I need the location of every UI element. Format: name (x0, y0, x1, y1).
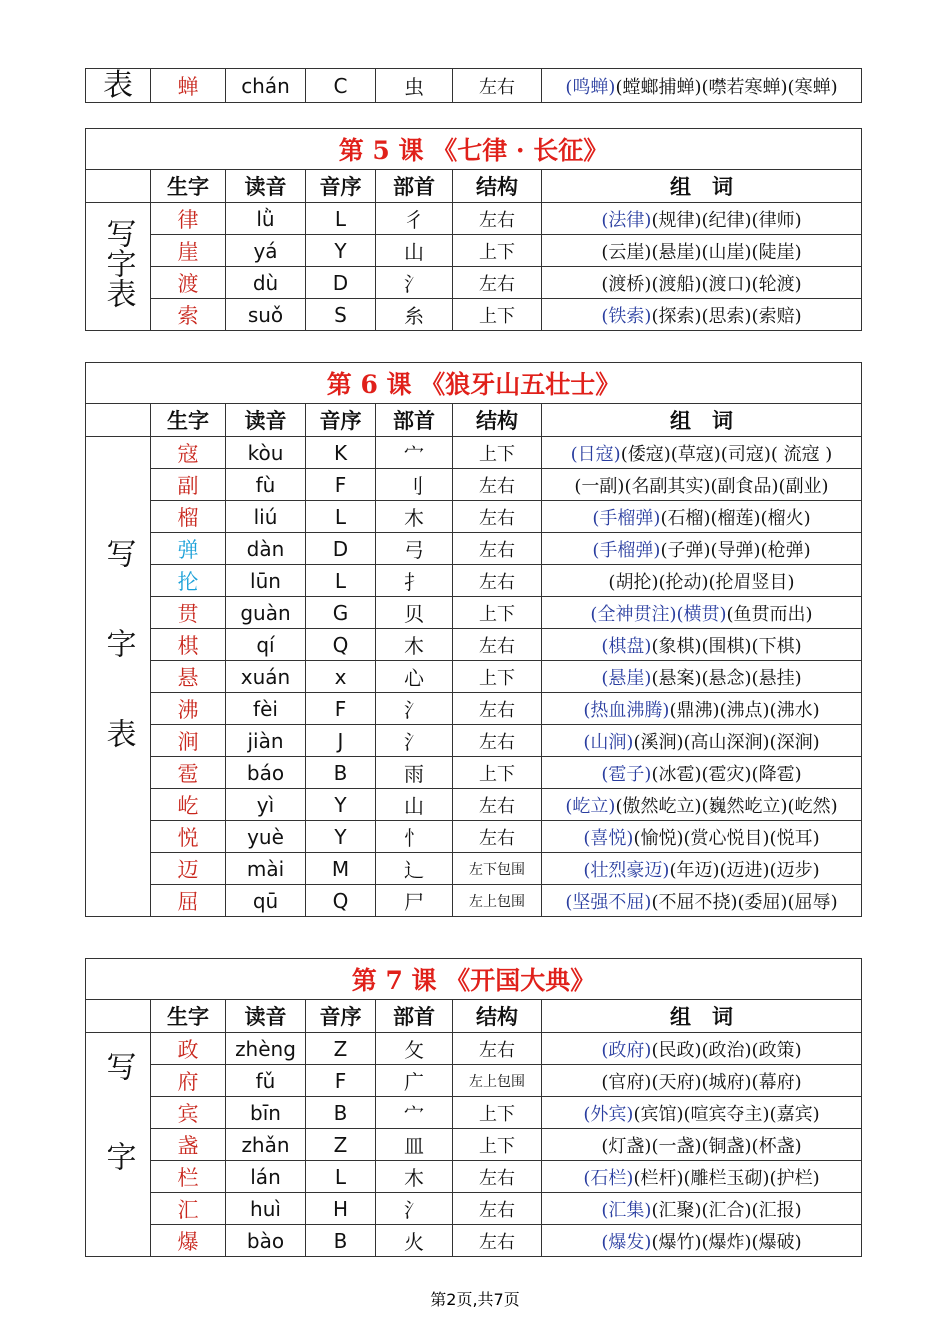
pinyin: chán (226, 69, 306, 103)
character: 渡 (151, 267, 226, 299)
pinyin: guàn (226, 597, 306, 629)
structure: 左上包围 (453, 1065, 542, 1097)
pinyin: zhèng (226, 1033, 306, 1065)
column-header: 组 词 (542, 170, 862, 203)
pinyin: yá (226, 235, 306, 267)
phonetic-order: Q (306, 885, 376, 917)
phonetic-order: Y (306, 821, 376, 853)
other-words: (宾馆)(喧宾夺主)(嘉宾) (633, 1103, 820, 1125)
lesson-table (85, 128, 862, 331)
radical: 刂 (376, 469, 453, 501)
pinyin: fù (226, 469, 306, 501)
structure: 上下 (453, 299, 542, 331)
word-group (542, 885, 862, 917)
phonetic-order: B (306, 1097, 376, 1129)
word-group (542, 1161, 862, 1193)
radical: 心 (376, 661, 453, 693)
other-words: (年迈)(迈进)(迈步) (669, 859, 820, 881)
structure: 左右 (453, 693, 542, 725)
pinyin: kòu (226, 437, 306, 469)
phonetic-order: L (306, 565, 376, 597)
pinyin: yuè (226, 821, 306, 853)
character: 副 (151, 469, 226, 501)
word-group (542, 69, 862, 103)
radical: 广 (376, 1065, 453, 1097)
radical: 氵 (376, 267, 453, 299)
other-words: (胡抡)(抡动)(抡眉竖目) (608, 571, 795, 593)
character: 榴 (151, 501, 226, 533)
character: 寇 (151, 437, 226, 469)
word-group (542, 533, 862, 565)
column-header: 结构 (453, 1000, 542, 1033)
phonetic-order: L (306, 501, 376, 533)
phonetic-order: G (306, 597, 376, 629)
other-words: (不屈不挠)(委屈)(屈辱) (651, 891, 838, 913)
word-group (542, 629, 862, 661)
other-words: (灯盏)(一盏)(铜盏)(杯盏) (601, 1135, 802, 1157)
character: 栏 (151, 1161, 226, 1193)
pinyin: lán (226, 1161, 306, 1193)
phonetic-order: B (306, 1225, 376, 1257)
table-row (86, 1129, 862, 1161)
word-group (542, 1097, 862, 1129)
header-blank (86, 170, 151, 203)
structure: 左右 (453, 203, 542, 235)
column-header: 部首 (376, 1000, 453, 1033)
word-group (542, 693, 862, 725)
radical: 雨 (376, 757, 453, 789)
phonetic-order: D (306, 267, 376, 299)
phonetic-order: H (306, 1193, 376, 1225)
highlighted-words: (石栏) (583, 1167, 634, 1189)
table-row (86, 757, 862, 789)
word-group (542, 469, 862, 501)
structure: 左右 (453, 789, 542, 821)
header-blank (86, 404, 151, 437)
phonetic-order: Z (306, 1033, 376, 1065)
highlighted-words: (手榴弹) (592, 539, 661, 561)
phonetic-order: B (306, 757, 376, 789)
pinyin: liú (226, 501, 306, 533)
structure: 左右 (453, 1161, 542, 1193)
table-row (86, 533, 862, 565)
table-row (86, 629, 862, 661)
character: 盏 (151, 1129, 226, 1161)
radical: 攵 (376, 1033, 453, 1065)
highlighted-words: (喜悦) (583, 827, 634, 849)
table-row (86, 267, 862, 299)
other-words: (冰雹)(雹灾)(降雹) (651, 763, 802, 785)
highlighted-words: (爆发) (601, 1231, 652, 1253)
character: 蝉 (151, 69, 226, 103)
word-group (542, 299, 862, 331)
word-group (542, 1193, 862, 1225)
pinyin: huì (226, 1193, 306, 1225)
radical: 木 (376, 629, 453, 661)
table-row (86, 789, 862, 821)
phonetic-order: Z (306, 1129, 376, 1161)
lesson-title: 第 5 课 《七律 · 长征》 (86, 129, 862, 170)
highlighted-words: (全神贯注)(横贯) (590, 603, 727, 625)
phonetic-order: L (306, 1161, 376, 1193)
character: 屈 (151, 885, 226, 917)
structure: 上下 (453, 235, 542, 267)
table-row (86, 501, 862, 533)
character: 悬 (151, 661, 226, 693)
character: 雹 (151, 757, 226, 789)
phonetic-order: Y (306, 235, 376, 267)
table-row (86, 437, 862, 469)
other-words: (螳螂捕蝉)(噤若寒蝉)(寒蝉) (615, 76, 838, 98)
character: 抡 (151, 565, 226, 597)
lesson-title: 第 7 课 《开国大典》 (86, 959, 862, 1000)
character: 棋 (151, 629, 226, 661)
highlighted-words: (铁索) (601, 305, 652, 327)
table-row (86, 299, 862, 331)
structure: 上下 (453, 597, 542, 629)
structure: 左右 (453, 629, 542, 661)
word-group (542, 565, 862, 597)
page-number: 第2页,共7页 (430, 1290, 520, 1309)
character: 迈 (151, 853, 226, 885)
table-row (86, 725, 862, 757)
radical: 扌 (376, 565, 453, 597)
table-side-label: 表 (86, 69, 151, 103)
pinyin: bīn (226, 1097, 306, 1129)
pinyin: jiàn (226, 725, 306, 757)
column-header: 组 词 (542, 404, 862, 437)
structure: 左右 (453, 267, 542, 299)
phonetic-order: L (306, 203, 376, 235)
radical: 忄 (376, 821, 453, 853)
character: 索 (151, 299, 226, 331)
table-row (86, 597, 862, 629)
highlighted-words: (法律) (601, 209, 652, 231)
structure: 左右 (453, 565, 542, 597)
phonetic-order: Y (306, 789, 376, 821)
word-group (542, 1129, 862, 1161)
other-words: (规律)(纪律)(律师) (651, 209, 802, 231)
pinyin: báo (226, 757, 306, 789)
phonetic-order: Q (306, 629, 376, 661)
word-group (542, 203, 862, 235)
phonetic-order: x (306, 661, 376, 693)
pinyin: dù (226, 267, 306, 299)
table-side-label: 写字表 (86, 437, 151, 917)
word-group (542, 661, 862, 693)
radical: 氵 (376, 693, 453, 725)
table-row (86, 1161, 862, 1193)
phonetic-order: F (306, 469, 376, 501)
character: 贯 (151, 597, 226, 629)
highlighted-words: (雹子) (601, 763, 652, 785)
other-words: (倭寇)(草寇)(司寇)( 流寇 ) (620, 443, 833, 465)
radical: 山 (376, 789, 453, 821)
radical: 辶 (376, 853, 453, 885)
structure: 上下 (453, 661, 542, 693)
column-header: 读音 (226, 1000, 306, 1033)
table-row (86, 1097, 862, 1129)
word-group (542, 235, 862, 267)
phonetic-order: S (306, 299, 376, 331)
pinyin: lǜ (226, 203, 306, 235)
radical: 木 (376, 501, 453, 533)
highlighted-words: (日寇) (570, 443, 621, 465)
column-header: 读音 (226, 404, 306, 437)
other-words: (溪涧)(高山深涧)(深涧) (633, 731, 820, 753)
highlighted-words: (手榴弹) (592, 507, 661, 529)
other-words: (子弹)(导弹)(枪弹) (660, 539, 811, 561)
highlighted-words: (汇集) (601, 1199, 652, 1221)
column-header: 读音 (226, 170, 306, 203)
highlighted-words: (棋盘) (601, 635, 652, 657)
pinyin: zhǎn (226, 1129, 306, 1161)
other-words: (栏杆)(雕栏玉砌)(护栏) (633, 1167, 820, 1189)
table-row (86, 565, 862, 597)
highlighted-words: (政府) (601, 1039, 652, 1061)
pinyin: fèi (226, 693, 306, 725)
phonetic-order: M (306, 853, 376, 885)
table-row (86, 661, 862, 693)
column-header: 结构 (453, 404, 542, 437)
column-header: 部首 (376, 404, 453, 437)
word-group (542, 853, 862, 885)
other-words: (石榴)(榴莲)(榴火) (660, 507, 811, 529)
word-group (542, 437, 862, 469)
highlighted-words: (壮烈豪迈) (583, 859, 670, 881)
structure: 上下 (453, 437, 542, 469)
character: 律 (151, 203, 226, 235)
table-row (86, 203, 862, 235)
radical: 糸 (376, 299, 453, 331)
character: 沸 (151, 693, 226, 725)
lesson-table (85, 362, 862, 917)
other-words: (象棋)(围棋)(下棋) (651, 635, 802, 657)
highlighted-words: (悬崖) (601, 667, 652, 689)
other-words: (探索)(思索)(索赔) (651, 305, 802, 327)
word-group (542, 1225, 862, 1257)
character: 涧 (151, 725, 226, 757)
word-group (542, 267, 862, 299)
highlighted-words: (山涧) (583, 731, 634, 753)
word-group (542, 821, 862, 853)
pinyin: yì (226, 789, 306, 821)
word-group (542, 725, 862, 757)
radical: 木 (376, 1161, 453, 1193)
structure: 左上包围 (453, 885, 542, 917)
structure: 左右 (453, 469, 542, 501)
table-row (86, 1065, 862, 1097)
radical: 宀 (376, 1097, 453, 1129)
highlighted-words: (外宾) (583, 1103, 634, 1125)
highlighted-words: (热血沸腾) (583, 699, 670, 721)
lesson-table (85, 958, 862, 1257)
header-blank (86, 1000, 151, 1033)
column-header: 结构 (453, 170, 542, 203)
highlighted-words: (鸣蝉) (565, 76, 616, 98)
word-group (542, 501, 862, 533)
other-words: (汇聚)(汇合)(汇报) (651, 1199, 802, 1221)
table-row (86, 821, 862, 853)
table-side-label: 写字表 (86, 203, 151, 331)
pinyin: dàn (226, 533, 306, 565)
radical: 彳 (376, 203, 453, 235)
radical: 山 (376, 235, 453, 267)
table-row (86, 853, 862, 885)
radical: 宀 (376, 437, 453, 469)
word-group (542, 789, 862, 821)
character: 悦 (151, 821, 226, 853)
radical: 弓 (376, 533, 453, 565)
continued-table (85, 68, 862, 103)
structure: 左右 (453, 1225, 542, 1257)
structure: 上下 (453, 1129, 542, 1161)
other-words: (傲然屹立)(巍然屹立)(屹然) (615, 795, 838, 817)
word-group (542, 757, 862, 789)
pinyin: xuán (226, 661, 306, 693)
table-row (86, 1225, 862, 1257)
radical: 氵 (376, 725, 453, 757)
highlighted-words: (坚强不屈) (565, 891, 652, 913)
other-words: (民政)(政治)(政策) (651, 1039, 802, 1061)
highlighted-words: (屹立) (565, 795, 616, 817)
word-group (542, 1065, 862, 1097)
other-words: (云崖)(悬崖)(山崖)(陡崖) (601, 241, 802, 263)
structure: 左右 (453, 1033, 542, 1065)
structure: 上下 (453, 1097, 542, 1129)
column-header: 生字 (151, 404, 226, 437)
character: 政 (151, 1033, 226, 1065)
table-side-label: 写字 (86, 1033, 151, 1257)
other-words: (鼎沸)(沸点)(沸水) (669, 699, 820, 721)
structure: 左右 (453, 725, 542, 757)
radical: 贝 (376, 597, 453, 629)
pinyin: qí (226, 629, 306, 661)
other-words: (渡桥)(渡船)(渡口)(轮渡) (601, 273, 802, 295)
character: 崖 (151, 235, 226, 267)
character: 宾 (151, 1097, 226, 1129)
column-header: 生字 (151, 170, 226, 203)
column-header: 部首 (376, 170, 453, 203)
radical: 虫 (376, 69, 453, 103)
pinyin: bào (226, 1225, 306, 1257)
structure: 左右 (453, 501, 542, 533)
structure: 左右 (453, 69, 542, 103)
column-header: 音序 (306, 1000, 376, 1033)
radical: 氵 (376, 1193, 453, 1225)
radical: 皿 (376, 1129, 453, 1161)
character: 弹 (151, 533, 226, 565)
phonetic-order: F (306, 1065, 376, 1097)
phonetic-order: K (306, 437, 376, 469)
pinyin: suǒ (226, 299, 306, 331)
table-row (86, 235, 862, 267)
table-row (86, 1033, 862, 1065)
table-row (86, 885, 862, 917)
phonetic-order: C (306, 69, 376, 103)
character: 屹 (151, 789, 226, 821)
table-row (86, 1193, 862, 1225)
column-header: 生字 (151, 1000, 226, 1033)
pinyin: qū (226, 885, 306, 917)
character: 爆 (151, 1225, 226, 1257)
word-group (542, 597, 862, 629)
column-header: 组 词 (542, 1000, 862, 1033)
other-words: (官府)(天府)(城府)(幕府) (601, 1071, 802, 1093)
other-words: (愉悦)(赏心悦目)(悦耳) (633, 827, 820, 849)
structure: 左右 (453, 1193, 542, 1225)
phonetic-order: D (306, 533, 376, 565)
column-header: 音序 (306, 404, 376, 437)
phonetic-order: J (306, 725, 376, 757)
word-group (542, 1033, 862, 1065)
structure: 上下 (453, 757, 542, 789)
character: 府 (151, 1065, 226, 1097)
structure: 左右 (453, 533, 542, 565)
other-words: (一副)(名副其实)(副食品)(副业) (574, 475, 829, 497)
radical: 火 (376, 1225, 453, 1257)
column-header: 音序 (306, 170, 376, 203)
phonetic-order: F (306, 693, 376, 725)
table-row (86, 469, 862, 501)
other-words: (鱼贯而出) (726, 603, 813, 625)
table-row (86, 69, 862, 103)
table-row (86, 693, 862, 725)
pinyin: mài (226, 853, 306, 885)
radical: 尸 (376, 885, 453, 917)
pinyin: fǔ (226, 1065, 306, 1097)
lesson-title: 第 6 课 《狼牙山五壮士》 (86, 363, 862, 404)
structure: 左下包围 (453, 853, 542, 885)
pinyin: lūn (226, 565, 306, 597)
character: 汇 (151, 1193, 226, 1225)
other-words: (爆竹)(爆炸)(爆破) (651, 1231, 802, 1253)
structure: 左右 (453, 821, 542, 853)
other-words: (悬案)(悬念)(悬挂) (651, 667, 802, 689)
